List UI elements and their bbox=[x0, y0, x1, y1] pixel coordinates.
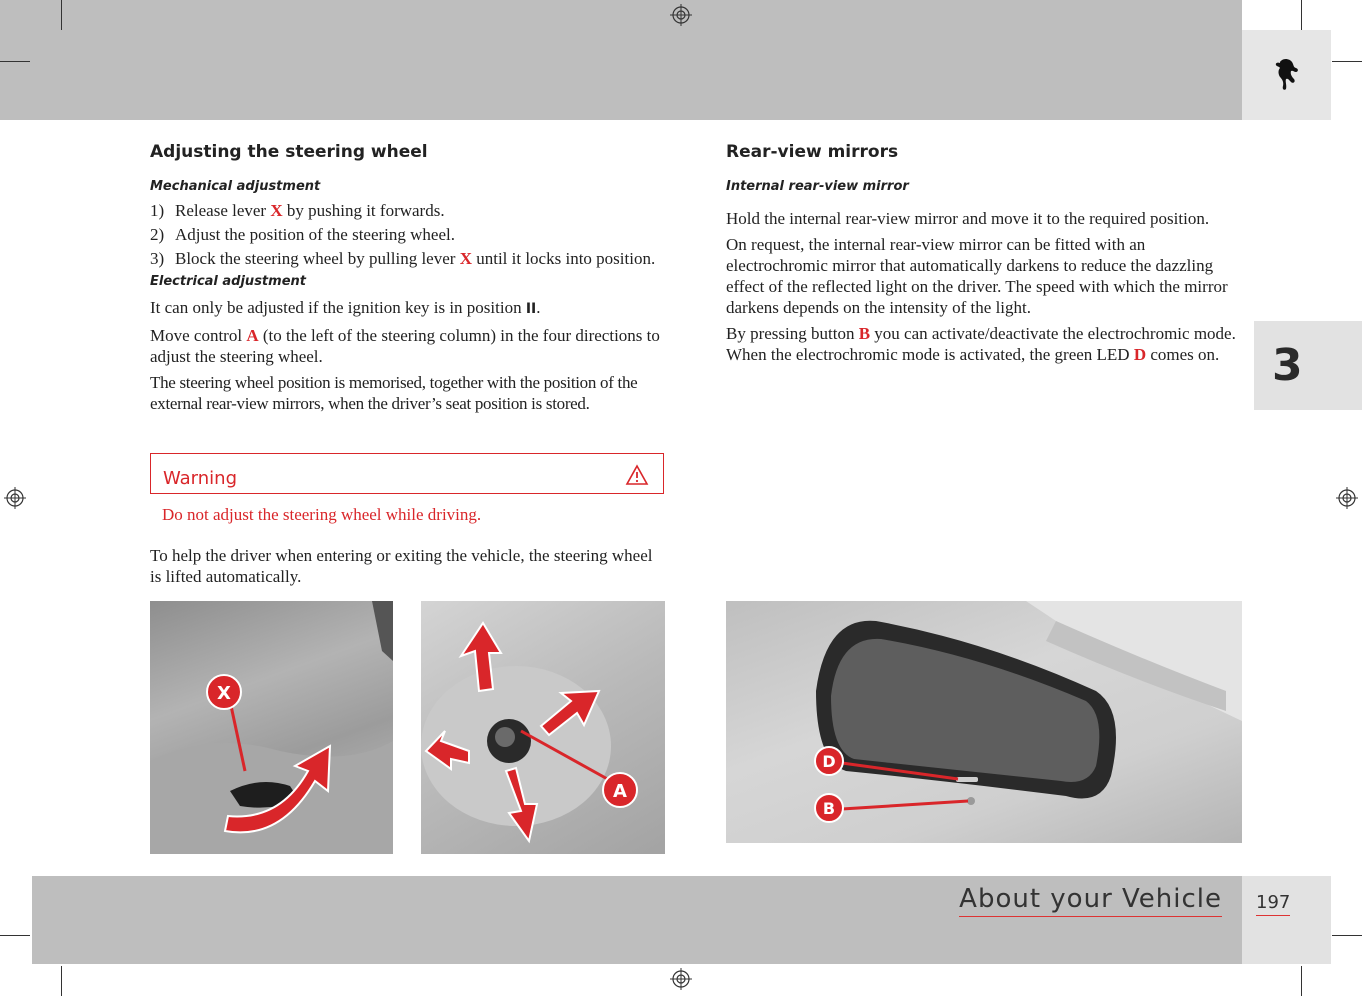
section-heading: Adjusting the steering wheel bbox=[150, 142, 428, 162]
step-text-part: by pushing it forwards. bbox=[282, 201, 445, 220]
paragraph: The steering wheel position is memorised, together with the position of the external rear-view mirrors, when the driver’s seat position is stored. bbox=[150, 373, 638, 413]
text-part: comes on. bbox=[1146, 345, 1220, 364]
text-part: you can activate/deactivate the electrochromic mode. When the electrochromic mode is activated, the green LED bbox=[726, 324, 1236, 364]
figure-steering-lever bbox=[150, 601, 393, 854]
figure-label-b: B bbox=[822, 799, 836, 818]
crop-mark bbox=[1332, 61, 1362, 62]
step-number: 3) bbox=[150, 249, 165, 268]
step-text-part: Block the steering wheel by pulling lever bbox=[175, 249, 460, 268]
header-band bbox=[0, 0, 1242, 120]
paragraph: Hold the internal rear-view mirror and move it to the required position. bbox=[726, 209, 1210, 228]
figure-drawing bbox=[421, 601, 665, 854]
figure-label-d: D bbox=[822, 752, 836, 771]
figure-drawing bbox=[150, 601, 393, 854]
chapter-number: 3 bbox=[1272, 340, 1303, 391]
subheading-mechanical: Mechanical adjustment bbox=[150, 179, 321, 194]
prancing-horse-icon bbox=[1272, 58, 1302, 92]
paragraph bbox=[150, 325, 666, 367]
crop-mark bbox=[0, 935, 30, 936]
step-number: 1) bbox=[150, 201, 165, 220]
step-item bbox=[150, 248, 666, 269]
crop-mark bbox=[1332, 935, 1362, 936]
warning-title: Warning bbox=[163, 468, 238, 489]
subheading-internal-mirror: Internal rear-view mirror bbox=[726, 179, 909, 194]
registration-mark-icon bbox=[670, 968, 692, 990]
control-ref: A bbox=[246, 326, 259, 345]
warning-icon bbox=[625, 464, 649, 486]
registration-mark-icon bbox=[1336, 487, 1358, 509]
figure-steering-control bbox=[421, 601, 665, 854]
figure-drawing bbox=[726, 601, 1242, 843]
step-text-part: until it locks into position. bbox=[471, 249, 656, 268]
step-text bbox=[175, 248, 655, 269]
text-part: By pressing button bbox=[726, 324, 859, 343]
registration-mark-icon bbox=[670, 4, 692, 26]
step-number: 2) bbox=[150, 225, 165, 244]
left-column bbox=[150, 142, 666, 414]
step-list bbox=[150, 200, 666, 269]
figure-rear-view-mirror bbox=[726, 601, 1242, 843]
footer-page-box bbox=[1242, 876, 1331, 964]
paragraph bbox=[726, 323, 1246, 365]
text-part: Move control bbox=[150, 326, 247, 345]
crop-mark bbox=[1301, 966, 1302, 996]
figure-label-x: X bbox=[217, 683, 231, 704]
step-text-part: Release lever bbox=[175, 201, 271, 220]
button-ref: B bbox=[858, 324, 871, 343]
footer-section-title: About your Vehicle bbox=[959, 884, 1222, 917]
text-part: It can only be adjusted if the ignition key is in position bbox=[150, 298, 526, 317]
led-ref: D bbox=[1133, 345, 1147, 364]
paragraph: On request, the internal rear-view mirror can be fitted with an electrochromic mirror that automatically darkens to reduce the dazzling effect of the reflected light on the driver. The speed with which the mirror darkens depends on the intensity of the light. bbox=[726, 235, 1228, 317]
subheading-electrical: Electrical adjustment bbox=[150, 274, 306, 289]
lever-ref: X bbox=[270, 201, 283, 220]
lever-ref: X bbox=[459, 249, 472, 268]
text-part: . bbox=[536, 298, 541, 317]
page-number: 197 bbox=[1256, 892, 1290, 916]
ignition-position: II bbox=[525, 301, 537, 317]
text-part: (to the left of the steering column) in the four directions to adjust the steering wheel. bbox=[150, 326, 660, 366]
step-text: Adjust the position of the steering wheel. bbox=[175, 225, 455, 244]
logo-box bbox=[1242, 30, 1331, 120]
section-heading: Rear-view mirrors bbox=[726, 142, 899, 162]
registration-mark-icon bbox=[4, 487, 26, 509]
paragraph bbox=[150, 297, 666, 320]
crop-mark bbox=[61, 0, 62, 30]
crop-mark bbox=[61, 966, 62, 996]
crop-mark bbox=[1301, 0, 1302, 30]
step-item bbox=[150, 200, 666, 221]
figure-label-a: A bbox=[613, 781, 627, 802]
step-text bbox=[175, 200, 445, 221]
right-column bbox=[726, 142, 1246, 365]
paragraph: To help the driver when entering or exiting the vehicle, the steering wheel is lifted automatically. bbox=[150, 546, 653, 586]
warning-text: Do not adjust the steering wheel while driving. bbox=[162, 505, 482, 524]
warning-box bbox=[150, 453, 664, 494]
crop-mark bbox=[0, 61, 30, 62]
chapter-tab bbox=[1254, 321, 1362, 410]
step-item bbox=[150, 224, 666, 245]
